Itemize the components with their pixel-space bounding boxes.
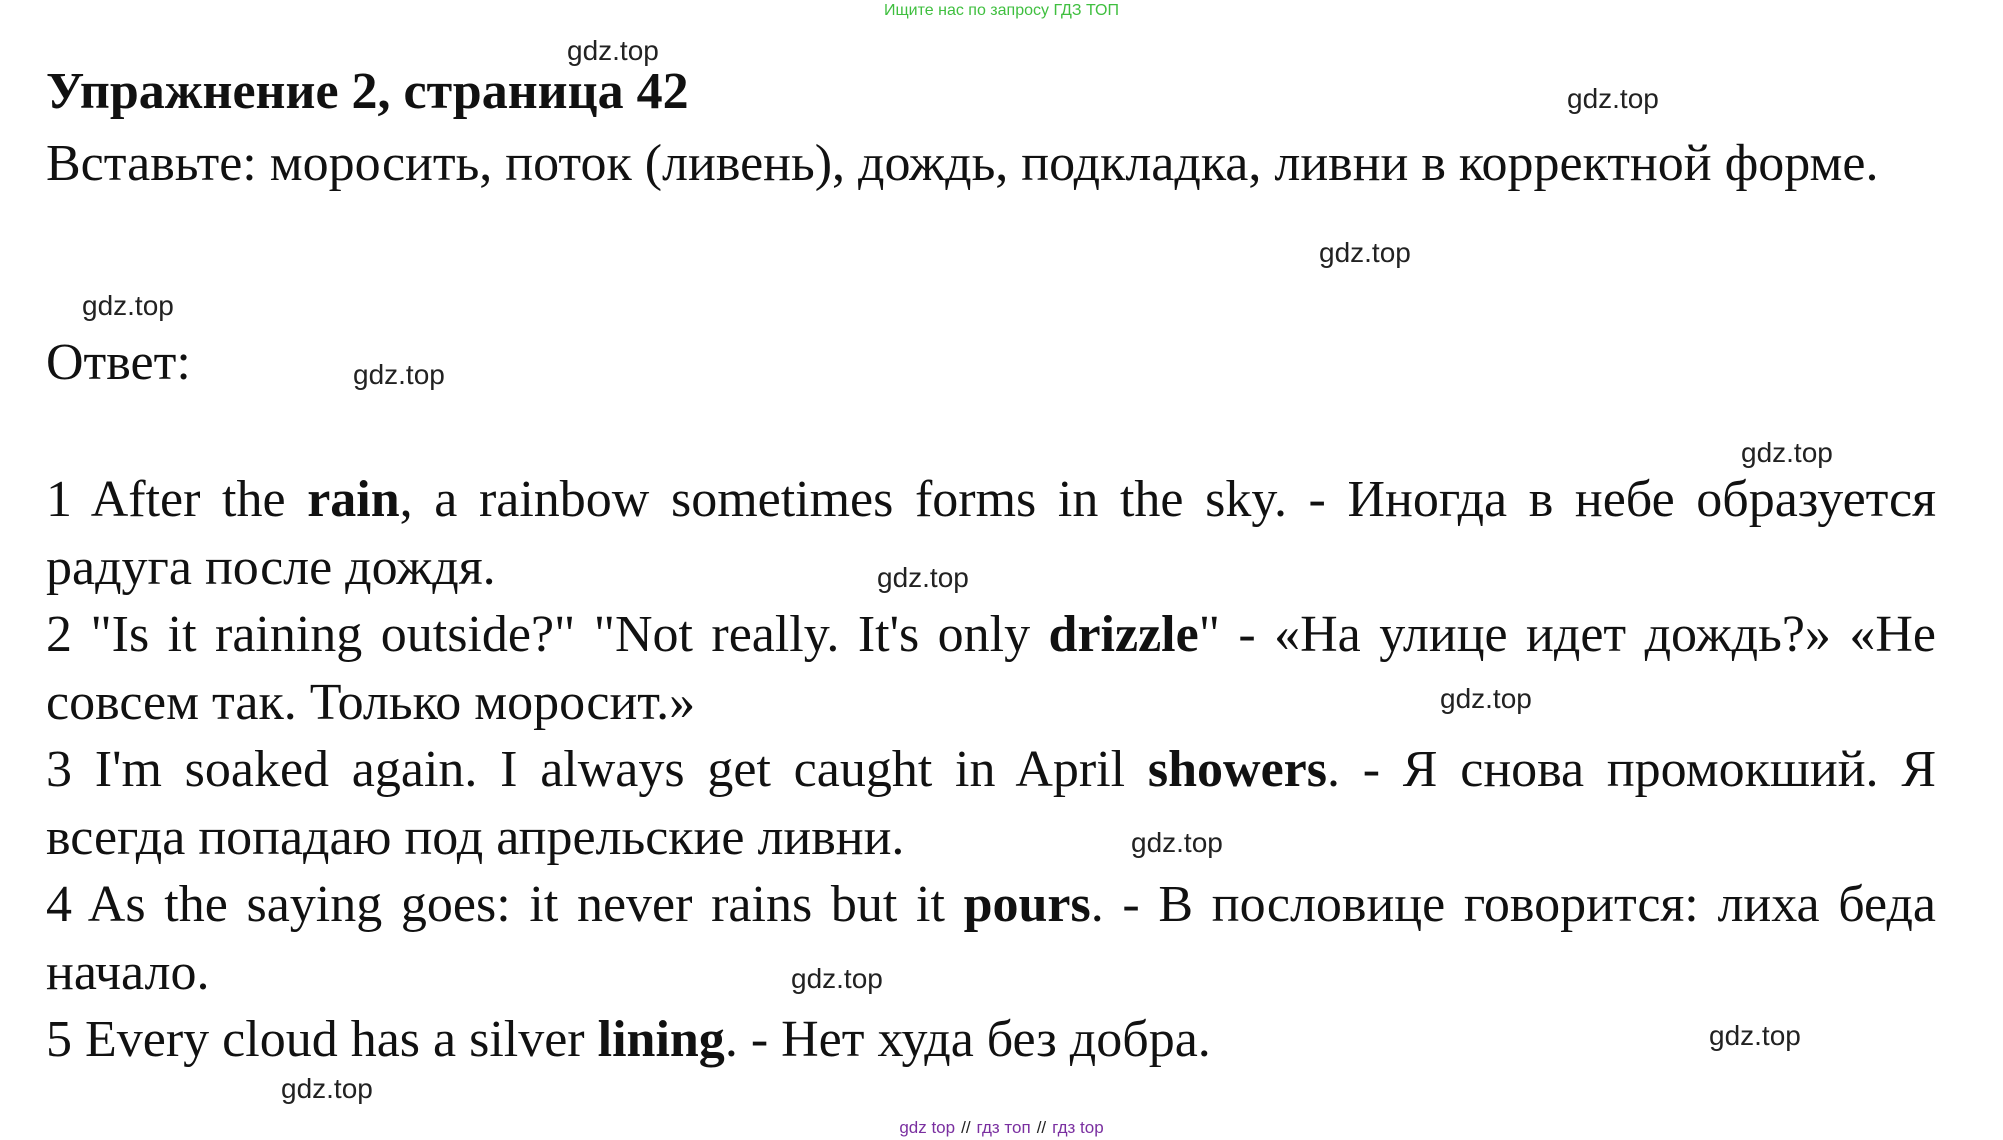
watermark: gdz.top: [877, 562, 969, 593]
watermark: gdz.top: [281, 1073, 373, 1104]
link-separator: //: [1036, 1118, 1047, 1137]
watermark: gdz.top: [1709, 1020, 1801, 1051]
answer-item-4: 4 As the saying goes: it never rains but it pours. - В пословице говорится: лиха беда начало.: [46, 876, 1936, 1001]
answer-word: pours: [963, 876, 1091, 933]
answer-item-1: 1 After the rain, a rainbow sometimes forms in the sky. - Иногда в небе образуется радуга после дождя.: [46, 471, 1937, 596]
answer-word: rain: [307, 471, 400, 528]
watermark: gdz.top: [1440, 683, 1532, 714]
watermark: gdz.top: [1319, 237, 1411, 268]
exercise-instruction: Вставьте: моросить, поток (ливень), дождь, подкладка, ливни в корректной форме.: [46, 135, 1879, 192]
answer-item-3: 3 I'm soaked again. I always get caught in April showers. - Я снова промокший. Я всегда попадаю под апрельские ливни.: [46, 741, 1936, 866]
bottom-links: [0, 1118, 2003, 1138]
link-separator: //: [961, 1118, 971, 1137]
answer-item-2: 2 "Is it raining outside?" "Not really. It's only drizzle" - «На улице идет дождь?» «Не совсем так. Только моросит.»: [46, 606, 1937, 731]
answer-word: lining: [597, 1011, 725, 1068]
bottom-link-gdz-top-ru[interactable]: гдз топ: [976, 1118, 1031, 1137]
top-banner: Ищите нас по запросу ГДЗ ТОП: [884, 2, 1119, 19]
watermark: gdz.top: [82, 290, 174, 321]
page-title: Упражнение 2, страница 42: [46, 63, 689, 120]
answer-item-5: 5 Every cloud has a silver lining. - Нет худа без добра.: [46, 1011, 1211, 1068]
answer-label: Ответ:: [46, 334, 191, 391]
watermark: gdz.top: [353, 359, 445, 390]
answer-word: showers: [1147, 741, 1327, 798]
watermark: gdz.top: [1131, 827, 1223, 858]
watermark: gdz.top: [1741, 437, 1833, 468]
watermark: gdz.top: [1567, 83, 1659, 114]
watermark: gdz.top: [567, 35, 659, 66]
watermark: gdz.top: [791, 963, 883, 994]
answer-list: [46, 466, 1936, 1074]
bottom-link-gdz-top[interactable]: gdz top: [899, 1118, 956, 1137]
bottom-link-gdz-top-mixed[interactable]: гдз top: [1052, 1118, 1104, 1137]
answer-word: drizzle: [1048, 606, 1199, 663]
